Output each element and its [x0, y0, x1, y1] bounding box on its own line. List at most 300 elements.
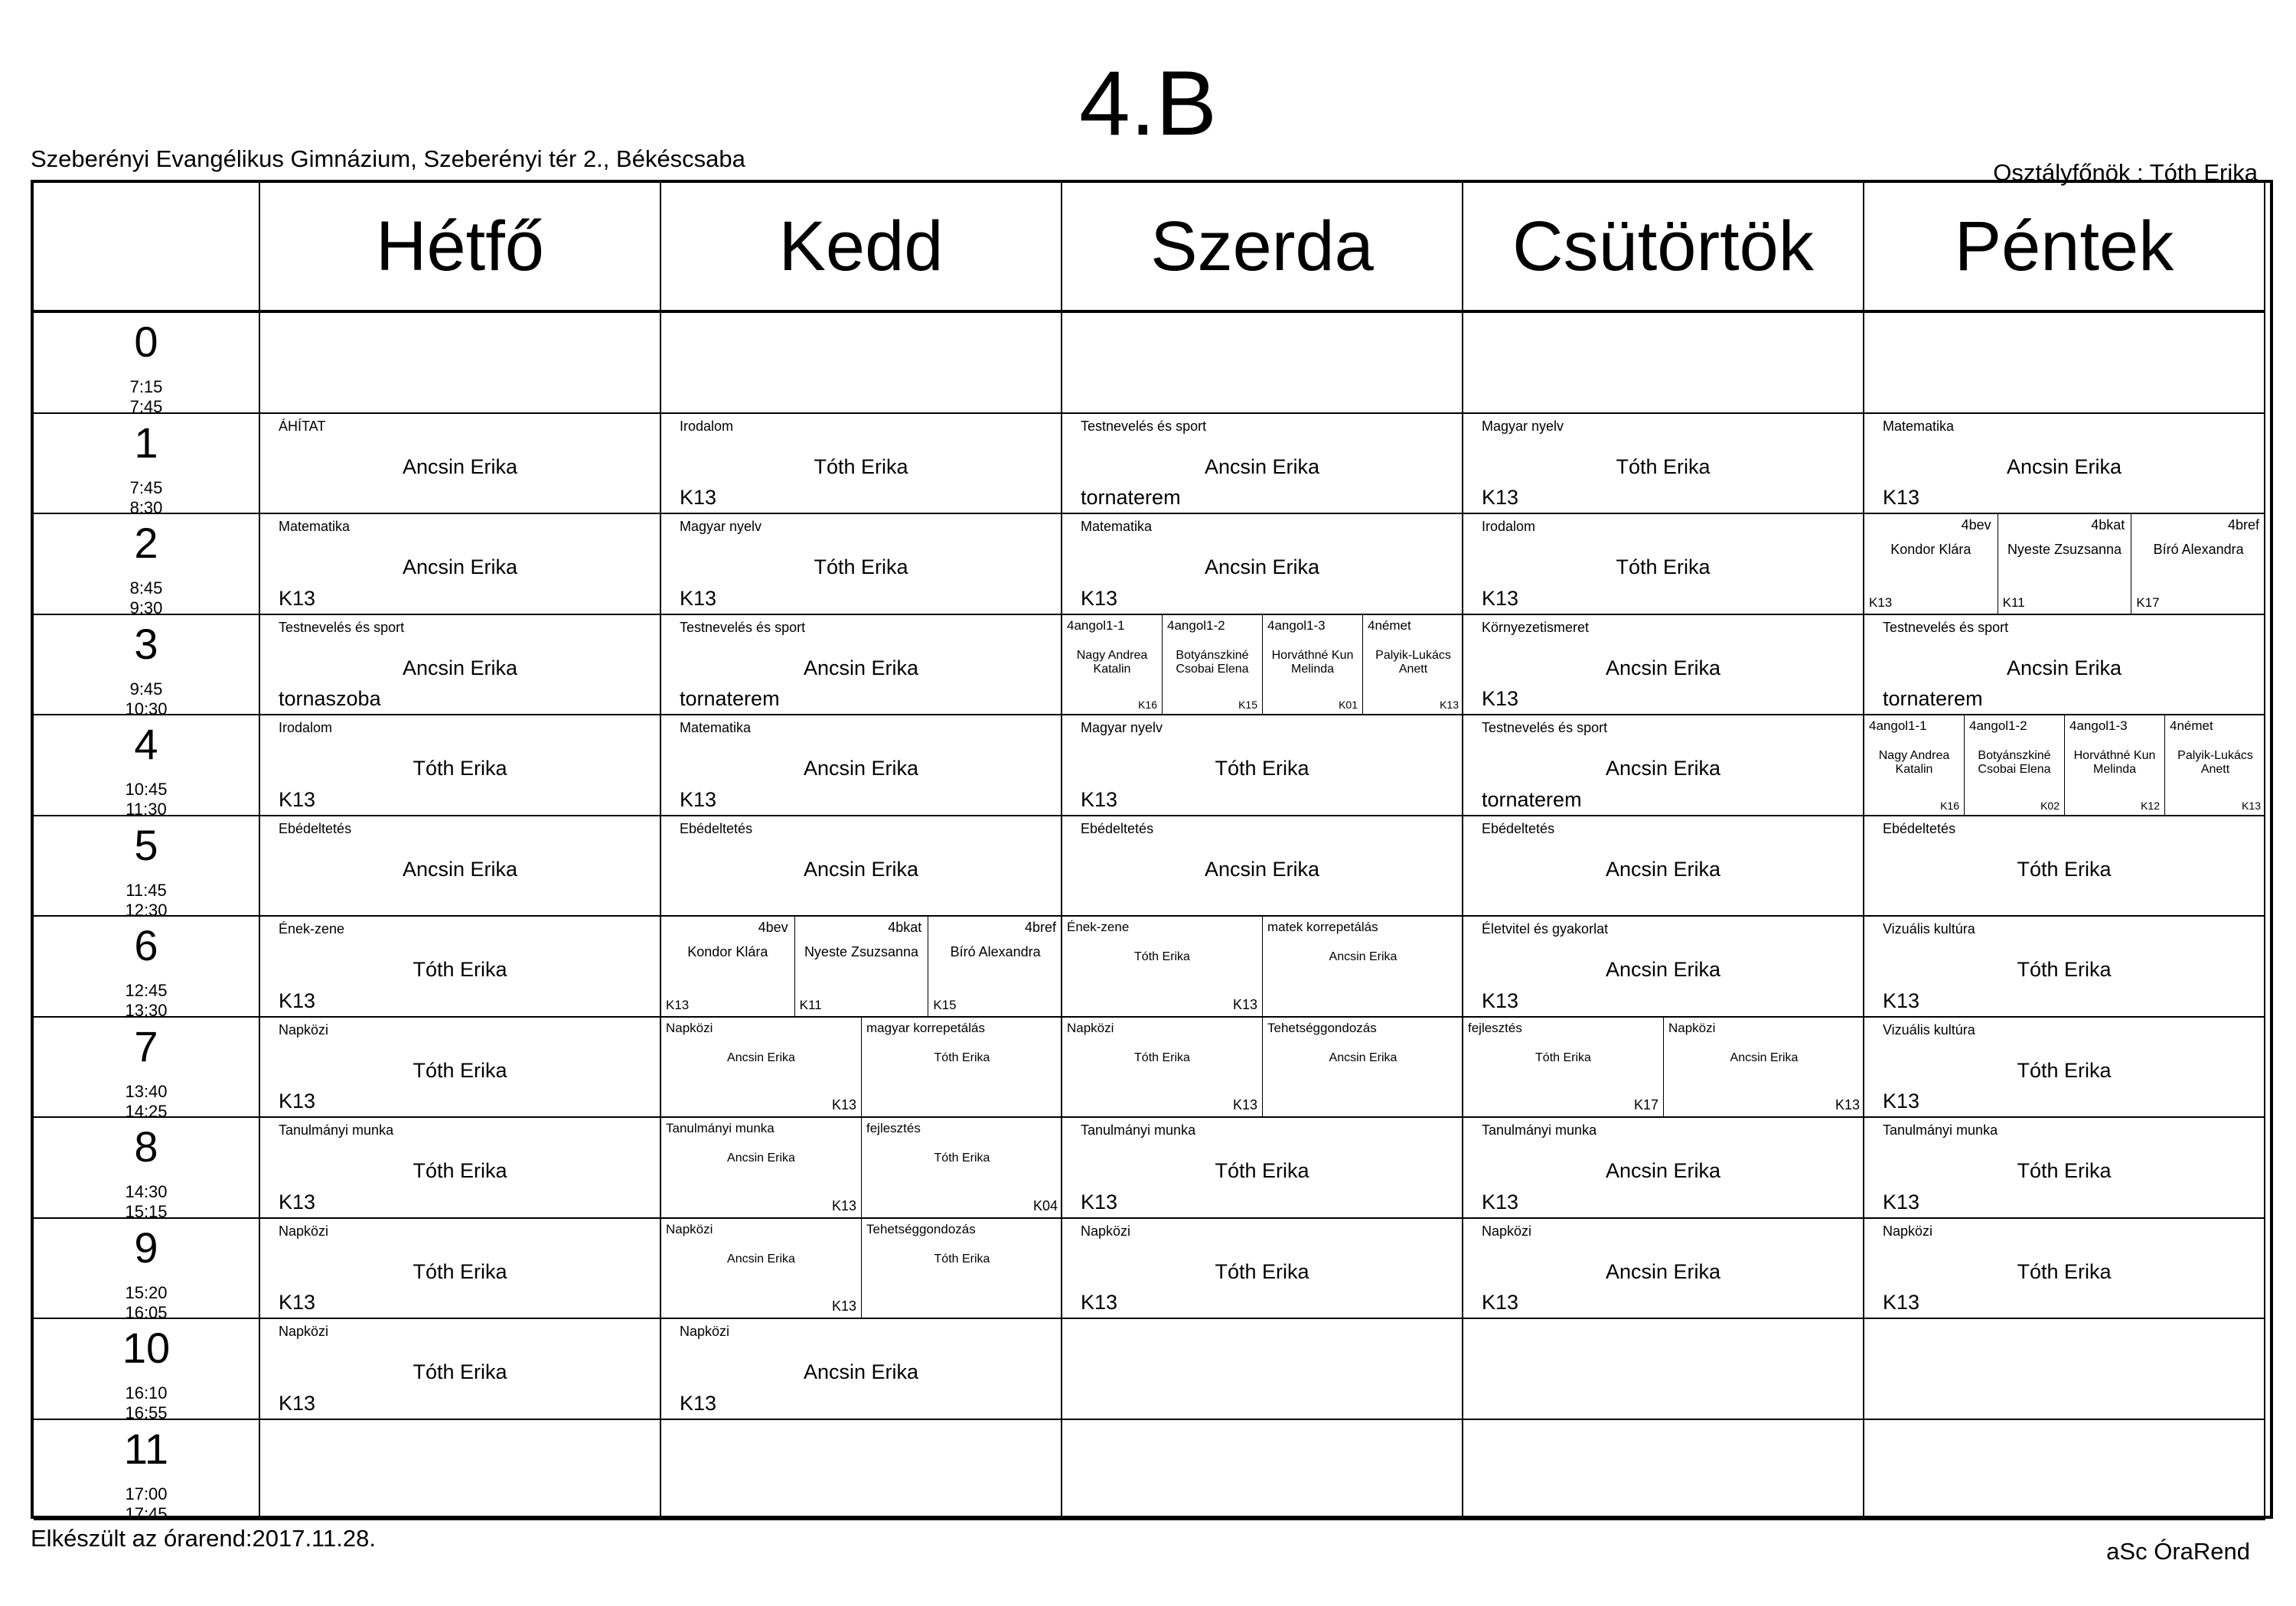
lesson-room: tornaterem	[1482, 787, 1582, 811]
lesson-room: K13	[1482, 989, 1519, 1012]
corner-cell	[34, 183, 260, 313]
part-group: 4angol1-3	[1267, 617, 1326, 633]
lesson-room: K13	[1482, 486, 1519, 509]
lesson-cell	[1463, 1319, 1864, 1420]
lesson-cell	[1062, 1420, 1463, 1521]
lesson-subject: Magyar nyelv	[1482, 418, 1564, 434]
period-time	[34, 1082, 259, 1119]
lesson-cell	[1864, 514, 2265, 615]
part-subject: Napközi	[666, 1221, 713, 1236]
lesson-cell	[1062, 816, 1463, 917]
part-teacher: Bíró Alexandra	[950, 944, 1041, 959]
period-number: 3	[134, 619, 158, 668]
lesson-part	[2131, 514, 2265, 614]
part-teacher: Botyánszkiné Csobai Elena	[1978, 749, 2051, 776]
lesson-subject: Napközi	[279, 1021, 329, 1038]
period-cell	[34, 816, 260, 917]
lesson-subject: Ebédeltetés	[1482, 820, 1555, 836]
day-header: Kedd	[661, 183, 1062, 313]
lesson-part	[1263, 917, 1463, 1016]
part-teacher: Tóth Erika	[934, 1252, 990, 1266]
day-header: Szerda	[1062, 183, 1463, 313]
lesson-teacher: Ancsin Erika	[803, 656, 919, 679]
lesson-room: K13	[279, 989, 316, 1012]
period-cell	[34, 514, 260, 615]
lesson-teacher: Tóth Erika	[2017, 1159, 2112, 1182]
part-group: 4bkat	[888, 920, 922, 935]
part-teacher: Bíró Alexandra	[2153, 542, 2244, 557]
lesson-subject: Testnevelés és sport	[1482, 720, 1608, 735]
lesson-cell	[1864, 917, 2265, 1018]
lesson-teacher: Tóth Erika	[413, 757, 507, 780]
period-start: 14:30	[125, 1182, 168, 1201]
part-teacher: Nyeste Zsuzsanna	[804, 944, 919, 959]
period-number: 5	[134, 820, 158, 869]
lesson-part	[1263, 615, 1363, 715]
period-time	[34, 377, 259, 414]
part-teacher: Ancsin Erika	[727, 1152, 795, 1165]
period-start: 7:45	[129, 477, 163, 497]
lesson-room: K13	[1482, 1190, 1519, 1213]
lesson-subject: Vizuális kultúra	[1883, 1021, 1975, 1038]
part-group: 4német	[1368, 617, 1411, 633]
lesson-subject: Irodalom	[279, 720, 333, 735]
lesson-subject: Ebédeltetés	[1883, 820, 1956, 836]
lesson-part	[1664, 1018, 1864, 1117]
lesson-subject: Matematika	[1883, 418, 1955, 434]
lesson-part	[2065, 715, 2165, 815]
lesson-teacher: Tóth Erika	[413, 1058, 507, 1082]
lesson-cell	[1463, 1420, 1864, 1521]
part-teacher: Tóth Erika	[934, 1051, 990, 1064]
part-subject: magyar korrepetálás	[866, 1020, 985, 1035]
lesson-subject: Irodalom	[1482, 519, 1536, 534]
lesson-cell	[1864, 816, 2265, 917]
lesson-cell	[260, 514, 661, 615]
part-teacher: Tóth Erika	[1134, 1051, 1190, 1064]
lesson-teacher: Ancsin Erika	[1605, 1259, 1721, 1283]
part-room: K16	[1940, 799, 1959, 812]
lesson-teacher: Tóth Erika	[2017, 958, 2112, 981]
part-teacher: Ancsin Erika	[1329, 1051, 1397, 1064]
lesson-cell	[661, 414, 1062, 515]
lesson-subject: Testnevelés és sport	[680, 619, 806, 635]
period-end: 13:30	[125, 1001, 168, 1018]
lesson-cell	[1463, 1018, 1864, 1119]
part-teacher: Kondor Klára	[1890, 542, 1971, 557]
lesson-teacher: Tóth Erika	[814, 454, 908, 478]
part-teacher: Palyik-Lukács Anett	[1375, 648, 1451, 676]
lesson-teacher: Tóth Erika	[1215, 757, 1309, 780]
form-teacher: Osztályfőnök : Tóth Erika	[1993, 159, 2258, 186]
period-number: 11	[123, 1424, 169, 1473]
part-room: K01	[1339, 699, 1358, 711]
class-title: 4.B	[1078, 52, 1218, 155]
period-end: 10:30	[125, 699, 168, 715]
period-start: 11:45	[126, 880, 167, 900]
lesson-cell	[1864, 715, 2265, 816]
lesson-cell	[1864, 1118, 2265, 1219]
part-group: 4angol1-2	[1969, 718, 2027, 733]
part-teacher: Nagy Andrea Katalin	[1878, 749, 1950, 776]
part-teacher: Nagy Andrea Katalin	[1076, 648, 1148, 676]
lesson-cell	[661, 1118, 1062, 1219]
lesson-cell	[1463, 917, 1864, 1018]
lesson-teacher: Ancsin Erika	[803, 757, 919, 780]
part-teacher: Tóth Erika	[1535, 1051, 1591, 1064]
lesson-cell	[1062, 414, 1463, 515]
lesson-cell	[1864, 313, 2265, 414]
period-start: 7:15	[129, 377, 163, 396]
part-subject: Tanulmányi munka	[666, 1121, 775, 1135]
period-time	[34, 679, 259, 716]
part-teacher: Ancsin Erika	[1329, 950, 1397, 963]
lesson-part	[661, 1219, 862, 1318]
lesson-cell	[1062, 1018, 1463, 1119]
period-time	[34, 881, 259, 917]
lesson-room: K13	[680, 787, 717, 811]
lesson-teacher: Tóth Erika	[1215, 1259, 1309, 1283]
lesson-teacher: Ancsin Erika	[402, 454, 518, 478]
lesson-cell	[260, 1319, 661, 1420]
created-date: Elkészült az órarend:2017.11.28.	[31, 1525, 376, 1552]
lesson-cell	[1463, 1219, 1864, 1320]
lesson-cell	[1463, 1118, 1864, 1219]
lesson-teacher: Ancsin Erika	[1605, 656, 1721, 679]
lesson-teacher: Ancsin Erika	[1204, 454, 1320, 478]
period-cell	[34, 313, 260, 414]
lesson-room: K13	[1081, 586, 1118, 610]
part-group: 4német	[2170, 718, 2213, 733]
part-subject: Napközi	[1067, 1020, 1114, 1035]
lesson-subject: Életvitel és gyakorlat	[1482, 921, 1609, 937]
period-number: 2	[134, 519, 158, 567]
period-time	[34, 780, 259, 816]
lesson-cell	[661, 816, 1062, 917]
part-subject: fejlesztés	[866, 1121, 921, 1135]
part-teacher: Horváthné Kun Melinda	[1271, 648, 1354, 676]
period-cell	[34, 1420, 260, 1521]
lesson-part	[862, 1219, 1062, 1318]
period-time	[34, 1383, 259, 1420]
period-cell	[34, 1118, 260, 1219]
lesson-cell	[1062, 715, 1463, 816]
lesson-room: K13	[680, 486, 717, 509]
lesson-cell	[260, 1420, 661, 1521]
lesson-cell	[1864, 615, 2265, 716]
period-cell	[34, 1018, 260, 1119]
period-number: 10	[122, 1324, 171, 1372]
lesson-part	[1998, 514, 2132, 614]
period-start: 15:20	[125, 1282, 168, 1302]
part-room: K16	[1138, 699, 1157, 711]
part-teacher: Palyik-Lukács Anett	[2177, 749, 2253, 776]
lesson-subject: Napközi	[279, 1324, 329, 1339]
lesson-cell	[1864, 1018, 2265, 1119]
part-room: K13	[2242, 799, 2261, 812]
lesson-room: K13	[1883, 989, 1920, 1012]
period-number: 6	[134, 921, 158, 969]
part-room: K15	[933, 997, 957, 1012]
lesson-part	[661, 1118, 862, 1217]
part-room: K12	[2141, 799, 2160, 812]
part-group: 4bref	[2227, 517, 2259, 533]
lesson-cell	[661, 1420, 1062, 1521]
software-name: aSc ÓraRend	[2106, 1538, 2250, 1565]
part-group: 4angol1-1	[1869, 718, 1927, 733]
part-subject: Tehetséggondozás	[866, 1221, 976, 1236]
part-room: K13	[1232, 1097, 1257, 1112]
lesson-room: K13	[1883, 486, 1920, 509]
part-teacher: Ancsin Erika	[1730, 1051, 1799, 1064]
lesson-cell	[1463, 816, 1864, 917]
part-subject: Tehetséggondozás	[1267, 1020, 1377, 1035]
lesson-subject: ÁHÍTAT	[279, 418, 326, 434]
lesson-cell	[661, 1018, 1062, 1119]
lesson-subject: Környezetismeret	[1482, 619, 1590, 635]
lesson-teacher: Tóth Erika	[814, 555, 908, 578]
period-end: 16:55	[125, 1403, 168, 1420]
part-teacher: Tóth Erika	[1134, 950, 1190, 963]
part-room: K13	[831, 1097, 856, 1112]
lesson-subject: Ebédeltetés	[680, 820, 753, 836]
lesson-part	[862, 1118, 1062, 1217]
lesson-cell	[1062, 1219, 1463, 1320]
part-room: K02	[2040, 799, 2060, 812]
lesson-subject: Tanulmányi munka	[1883, 1122, 1998, 1138]
part-teacher: Tóth Erika	[934, 1152, 990, 1165]
part-subject: fejlesztés	[1468, 1020, 1522, 1035]
part-room: K04	[1032, 1197, 1058, 1213]
period-number: 1	[134, 418, 158, 467]
lesson-teacher: Ancsin Erika	[803, 857, 919, 881]
lesson-subject: Irodalom	[680, 418, 734, 434]
period-cell	[34, 615, 260, 716]
period-number: 8	[134, 1122, 158, 1171]
part-group: 4bev	[1961, 517, 1991, 533]
period-start: 12:45	[125, 981, 168, 1000]
part-room: K13	[1440, 699, 1459, 711]
lesson-teacher: Ancsin Erika	[1605, 757, 1721, 780]
lesson-teacher: Tóth Erika	[2017, 1058, 2112, 1082]
lesson-part	[661, 917, 795, 1016]
lesson-teacher: Tóth Erika	[1616, 454, 1711, 478]
lesson-subject: Matematika	[680, 720, 752, 735]
lesson-cell	[1864, 414, 2265, 515]
part-room: K13	[666, 997, 690, 1012]
lesson-subject: Napközi	[279, 1223, 329, 1239]
part-teacher: Nyeste Zsuzsanna	[2007, 542, 2122, 557]
timetable-grid	[31, 180, 2273, 1519]
lesson-subject: Ebédeltetés	[1081, 820, 1154, 836]
period-number: 0	[134, 318, 158, 366]
lesson-cell	[260, 1219, 661, 1320]
part-subject: matek korrepetálás	[1267, 920, 1378, 934]
lesson-room: K13	[279, 1391, 316, 1415]
period-number: 7	[134, 1021, 158, 1070]
lesson-room: K13	[279, 1190, 316, 1213]
lesson-part	[795, 917, 929, 1016]
period-start: 16:10	[125, 1383, 168, 1402]
lesson-cell	[661, 313, 1062, 414]
day-header: Csütörtök	[1463, 183, 1864, 313]
lesson-teacher: Tóth Erika	[413, 1360, 507, 1383]
lesson-cell	[1463, 514, 1864, 615]
part-subject: Ének-zene	[1067, 920, 1130, 934]
lesson-teacher: Ancsin Erika	[2006, 454, 2122, 478]
part-room: K17	[2136, 595, 2160, 610]
lesson-cell	[1864, 1319, 2265, 1420]
lesson-part	[928, 917, 1062, 1016]
lesson-cell	[1062, 313, 1463, 414]
period-end: 12:30	[125, 900, 168, 917]
lesson-cell	[1463, 715, 1864, 816]
part-room: K11	[799, 997, 822, 1012]
lesson-teacher: Ancsin Erika	[1204, 857, 1320, 881]
lesson-cell	[1463, 615, 1864, 716]
lesson-subject: Magyar nyelv	[1081, 720, 1163, 735]
lesson-teacher: Ancsin Erika	[2006, 656, 2122, 679]
lesson-room: K13	[1883, 1291, 1920, 1314]
period-start: 9:45	[129, 679, 163, 699]
part-subject: Napközi	[1668, 1020, 1716, 1035]
lesson-subject: Ebédeltetés	[279, 820, 352, 836]
lesson-part	[1965, 715, 2065, 815]
day-header: Hétfő	[260, 183, 661, 313]
period-end: 17:45	[125, 1503, 168, 1520]
lesson-room: K13	[279, 1291, 316, 1314]
lesson-cell	[260, 615, 661, 716]
part-teacher: Ancsin Erika	[727, 1252, 795, 1266]
lesson-subject: Matematika	[279, 519, 351, 534]
lesson-subject: Ének-zene	[279, 921, 345, 937]
lesson-cell	[260, 414, 661, 515]
lesson-cell	[661, 917, 1062, 1018]
lesson-part	[862, 1018, 1062, 1117]
lesson-room: K13	[279, 586, 316, 610]
part-group: 4angol1-2	[1167, 617, 1225, 633]
day-header: Péntek	[1864, 183, 2265, 313]
lesson-room: K13	[1482, 1291, 1519, 1314]
part-room: K15	[1238, 699, 1257, 711]
lesson-subject: Tanulmányi munka	[1081, 1122, 1196, 1138]
lesson-teacher: Ancsin Erika	[803, 1360, 919, 1383]
period-end: 16:05	[125, 1302, 168, 1319]
lesson-teacher: Tóth Erika	[2017, 1259, 2112, 1283]
period-end: 15:15	[125, 1202, 168, 1219]
part-teacher: Ancsin Erika	[727, 1051, 795, 1064]
lesson-part	[1062, 917, 1263, 1016]
lesson-cell	[661, 1319, 1062, 1420]
lesson-teacher: Ancsin Erika	[1605, 958, 1721, 981]
period-end: 11:30	[126, 800, 167, 816]
lesson-cell	[260, 816, 661, 917]
lesson-room: K13	[1883, 1090, 1920, 1112]
lesson-subject: Tanulmányi munka	[1482, 1122, 1597, 1138]
lesson-cell	[260, 917, 661, 1018]
part-room: K13	[1869, 595, 1893, 610]
lesson-room: K13	[1482, 687, 1519, 710]
lesson-room: tornaszoba	[279, 687, 381, 710]
part-group: 4bkat	[2091, 517, 2125, 533]
period-time	[34, 1484, 259, 1521]
period-end: 14:25	[125, 1101, 168, 1118]
lesson-part	[1062, 615, 1163, 715]
lesson-room: tornaterem	[680, 687, 780, 710]
lesson-cell	[1463, 313, 1864, 414]
lesson-cell	[1062, 1118, 1463, 1219]
part-teacher: Kondor Klára	[687, 944, 768, 959]
period-cell	[34, 414, 260, 515]
period-end: 7:45	[129, 397, 163, 414]
period-time	[34, 478, 259, 515]
period-time	[34, 981, 259, 1018]
period-end: 8:30	[129, 497, 163, 514]
lesson-room: K13	[279, 1090, 316, 1112]
lesson-part	[1463, 1018, 1664, 1117]
lesson-room: tornaterem	[1883, 687, 1983, 710]
lesson-part	[661, 1018, 862, 1117]
lesson-cell	[661, 1219, 1062, 1320]
school-name: Szeberényi Evangélikus Gimnázium, Szeberényi tér 2., Békéscsaba	[31, 145, 745, 172]
lesson-room: K13	[279, 787, 316, 811]
lesson-teacher: Tóth Erika	[1215, 1159, 1309, 1182]
lesson-cell	[1062, 1319, 1463, 1420]
part-group: 4angol1-3	[2069, 718, 2128, 733]
period-time	[34, 578, 259, 615]
period-start: 13:40	[125, 1081, 168, 1101]
part-room: K13	[831, 1298, 856, 1314]
lesson-part	[2165, 715, 2265, 815]
lesson-teacher: Tóth Erika	[413, 1159, 507, 1182]
lesson-teacher: Tóth Erika	[1616, 555, 1711, 578]
lesson-cell	[260, 1118, 661, 1219]
lesson-cell	[260, 313, 661, 414]
period-time	[34, 1182, 259, 1219]
period-start: 8:45	[129, 578, 163, 598]
lesson-teacher: Ancsin Erika	[402, 656, 518, 679]
lesson-subject: Napközi	[1482, 1223, 1532, 1239]
lesson-cell	[1463, 414, 1864, 515]
lesson-teacher: Ancsin Erika	[402, 555, 518, 578]
lesson-room: K13	[680, 586, 717, 610]
period-number: 4	[134, 720, 158, 768]
period-cell	[34, 715, 260, 816]
lesson-cell	[260, 715, 661, 816]
lesson-subject: Napközi	[680, 1324, 730, 1339]
part-group: 4angol1-1	[1067, 617, 1125, 633]
lesson-room: K13	[680, 1391, 717, 1415]
period-cell	[34, 1219, 260, 1320]
lesson-teacher: Ancsin Erika	[1605, 857, 1721, 881]
lesson-subject: Vizuális kultúra	[1883, 921, 1975, 937]
lesson-subject: Tanulmányi munka	[279, 1122, 394, 1138]
lesson-cell	[661, 514, 1062, 615]
lesson-room: K13	[1081, 1291, 1118, 1314]
part-room: K17	[1633, 1097, 1658, 1112]
lesson-part	[1864, 715, 1965, 815]
lesson-room: K13	[1081, 787, 1118, 811]
lesson-cell	[1864, 1420, 2265, 1521]
lesson-cell	[1864, 1219, 2265, 1320]
part-group: 4bref	[1024, 920, 1056, 935]
lesson-subject: Testnevelés és sport	[279, 619, 405, 635]
period-end: 9:30	[129, 598, 163, 615]
period-cell	[34, 917, 260, 1018]
part-subject: Napközi	[666, 1020, 713, 1035]
lesson-cell	[1062, 917, 1463, 1018]
lesson-subject: Testnevelés és sport	[1081, 418, 1207, 434]
